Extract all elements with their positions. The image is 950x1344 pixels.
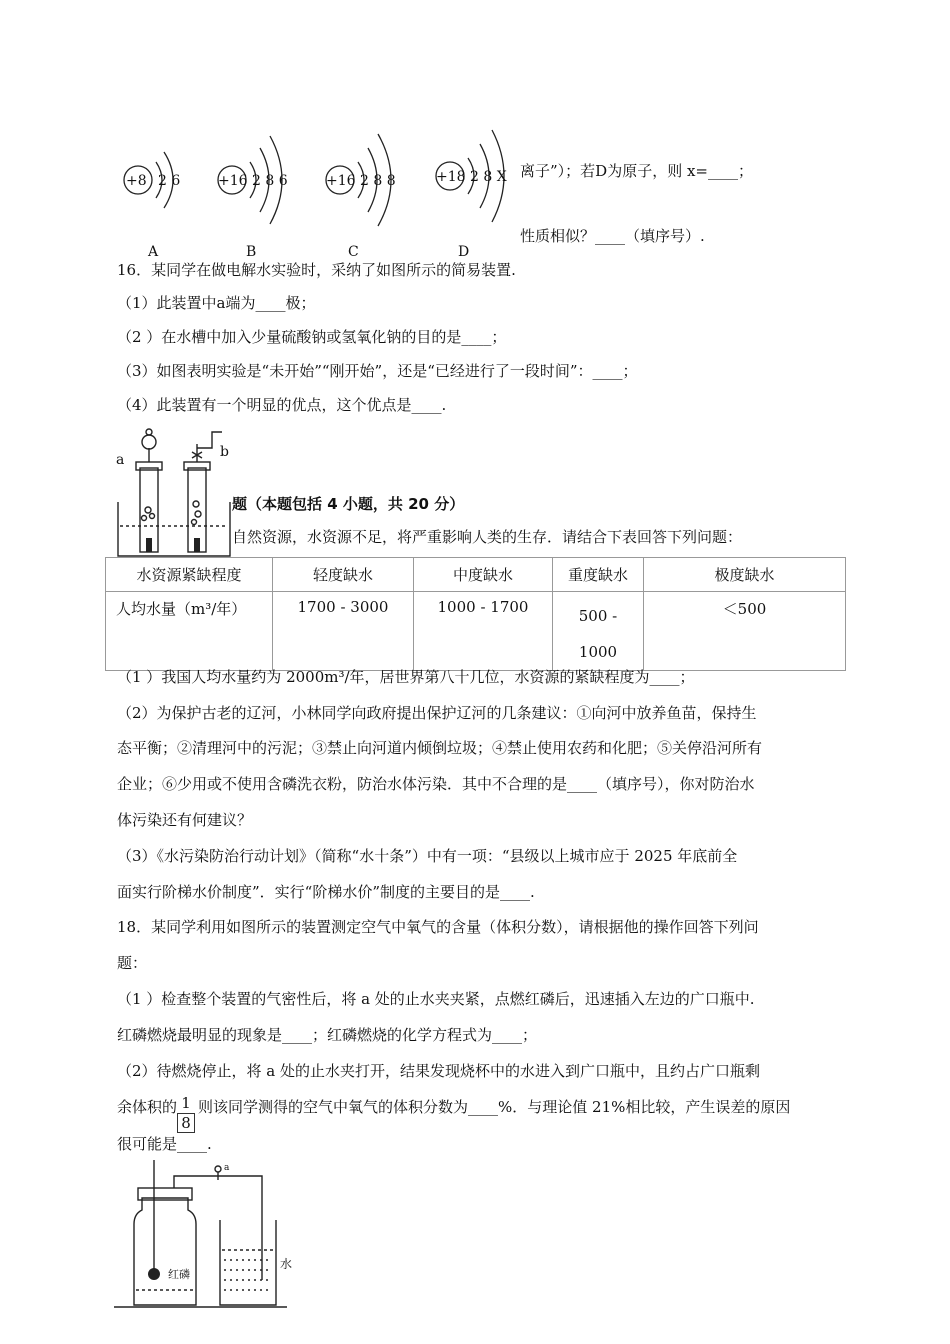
q16-item-2: （2 ）在水槽中加入少量硫酸钠或氢氧化钠的目的是____；: [117, 328, 507, 346]
atom-b-nucleus: +16: [218, 173, 248, 189]
label-red-phosphorus: 红磷: [168, 1268, 190, 1281]
q18-line-6: 则该同学测得的空气中氧气的体积分数为____%．与理论值 21%相比较，产生误差的原因: [198, 1098, 791, 1116]
atom-c-nucleus: +16: [326, 173, 356, 189]
table-cell: 1700 - 3000: [273, 592, 414, 671]
q17-line-3: 态平衡；②清理河中的污泥；③禁止向河道内倾倒垃圾；④禁止使用农药和化肥；⑤关停沿河所有: [117, 739, 763, 757]
q17-line-6: （3）《水污染防治行动计划》（简称“水十条”）中有一项：“县级以上城市应于 2025 年底前全: [117, 847, 738, 865]
q18-line-6-prefix: 余体积的: [117, 1098, 178, 1116]
oxygen-measurement-apparatus-figure: [112, 1160, 292, 1310]
table-cell: ＜500: [644, 592, 846, 671]
q18-line-2: 题：: [117, 954, 148, 972]
table-cell: 人均水量（m³/年）: [106, 592, 273, 671]
atom-d-nucleus: +18: [436, 169, 466, 185]
atom-b-label: B: [246, 244, 257, 260]
table-cell: [553, 592, 644, 671]
table-cell: 1000 - 1700: [414, 592, 553, 671]
q16-item-3: （3）如图表明实验是“未开始”“刚开始”，还是“已经进行了一段时间”：____；: [117, 362, 638, 380]
q15-line-b: 性质相似？____（填序号）.: [520, 227, 705, 245]
atom-a-label: A: [148, 244, 159, 260]
q18-line-4: 红磷燃烧最明显的现象是____；红磷燃烧的化学方程式为____；: [117, 1026, 538, 1044]
electrolysis-apparatus-figure: [112, 428, 237, 560]
q17-line-1: （1 ）我国人均水量约为 2000m³/年，居世界第八十几位，水资源的紧缺程度为____；: [117, 668, 695, 686]
q18-line-3: （1 ）检查整个装置的气密性后，将 a 处的止水夹夹紧，点燃红磷后，迅速插入左边的广口瓶中.: [117, 990, 755, 1008]
table-header-cell: 水资源紧缺程度: [106, 558, 273, 592]
table-cell-part: 500 -: [578, 607, 618, 625]
atom-c-label: C: [348, 244, 359, 260]
q16-stem: 16．某同学在做电解水实验时，采纳了如图所示的简易装置.: [117, 261, 516, 279]
q18-line-5: （2）待燃烧停止，将 a 处的止水夹打开，结果发现烧杯中的水进入到广口瓶中，且约占广口瓶剩: [117, 1062, 761, 1080]
label-a-clamp: a: [224, 1163, 230, 1173]
q16-item-1: （1）此装置中a端为____极；: [117, 294, 316, 312]
table-cell-part: 1000: [578, 643, 618, 661]
section-title: 题（本题包括 4 小题，共 20 分）: [232, 495, 465, 513]
q17-line-2: （2）为保护古老的辽河，小林同学向政府提出保护辽河的几条建议：①向河中放养鱼苗，保持生: [117, 704, 757, 722]
label-b: b: [220, 444, 229, 460]
q18-line-1: 18．某同学利用如图所示的装置测定空气中氧气的含量（体积分数），请根据他的操作回答下列问: [117, 918, 759, 936]
atom-d-label: D: [458, 244, 470, 260]
table-header-cell: 重度缺水: [553, 558, 644, 592]
table-header-cell: 中度缺水: [414, 558, 553, 592]
q17-stem: 自然资源，水资源不足，将严重影响人类的生存．请结合下表回答下列问题：: [232, 528, 743, 546]
q16-item-4: （4）此装置有一个明显的优点，这个优点是____.: [117, 396, 447, 414]
atom-b-shells: 2 8 6: [252, 173, 288, 189]
q17-line-7: 面实行阶梯水价制度”．实行“阶梯水价”制度的主要目的是____.: [117, 883, 535, 901]
fraction-one-eighth: [177, 1094, 195, 1133]
label-a: a: [116, 452, 125, 468]
atom-d-shells: 2 8 X: [470, 169, 507, 185]
table-header-cell: 极度缺水: [644, 558, 846, 592]
atom-c-shells: 2 8 8: [360, 173, 396, 189]
q15-line-a: 离子”）；若D为原子，则 x=____；: [520, 162, 753, 180]
water-scarcity-table: [105, 557, 846, 671]
fraction-denominator: 8: [177, 1113, 195, 1133]
fraction-numerator: 1: [181, 1094, 191, 1112]
q17-line-5: 体污染还有何建议？: [117, 811, 253, 829]
q17-line-4: 企业；⑥少用或不使用含磷洗衣粉，防治水体污染．其中不合理的是____（填序号），你对防治水: [117, 775, 755, 793]
table-header-cell: 轻度缺水: [273, 558, 414, 592]
label-water: 水: [280, 1257, 292, 1271]
atom-a-nucleus: +8: [126, 173, 147, 189]
atomic-structure-figure: [108, 118, 528, 263]
atom-a-shells: 2 6: [158, 173, 181, 189]
q18-line-7: 很可能是____.: [117, 1135, 212, 1153]
